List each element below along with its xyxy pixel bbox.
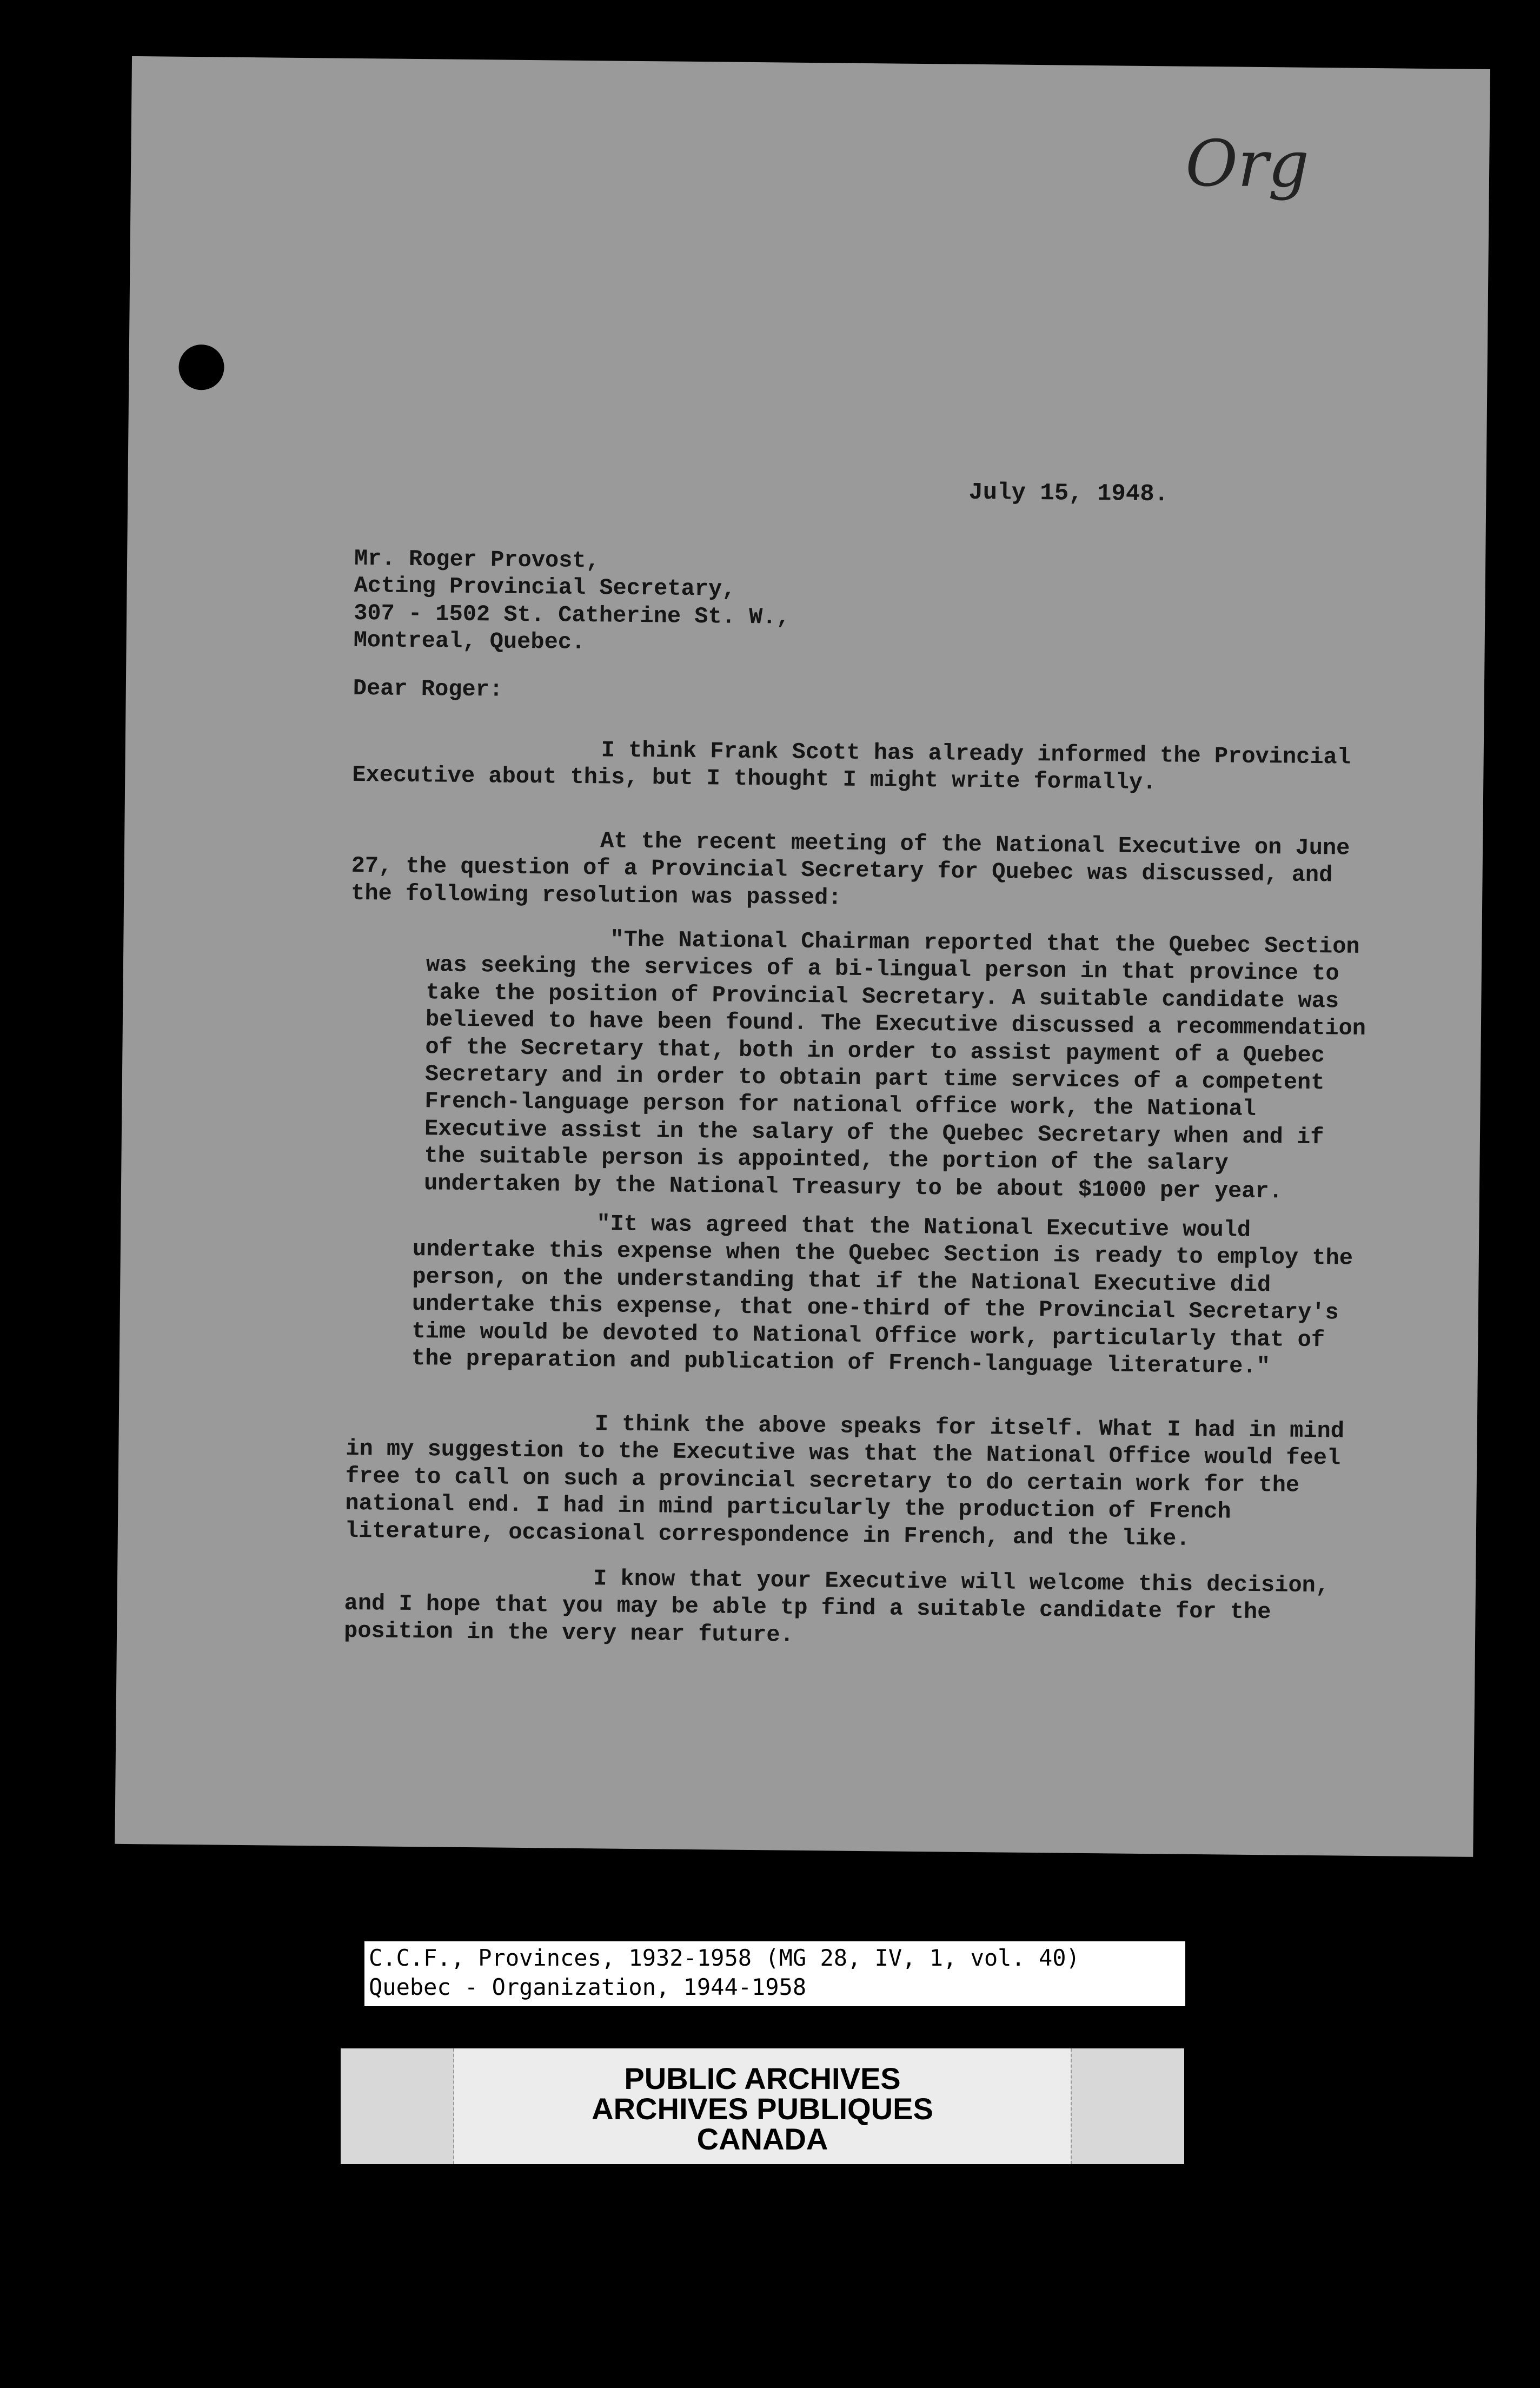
salutation: Dear Roger: [353, 675, 503, 703]
handwritten-annotation: Org [1185, 125, 1310, 202]
resolution-quote-2: "It was agreed that the National Executive would undertake this expense when the Quebec Section is ready to employ the person, on the understanding that if the National Executive did undertake this expense, that one-third of the Provincial Secretary's time would be devoted to National Office work, particularly that of the preparation and publication of French-language literature." [411, 1211, 1353, 1380]
resolution-quote-1: "The National Chairman reported that the Quebec Section was seeking the services of a bi-lingual person in that province to take the position of Provincial Secretary. A suitable candidate was believed to have been found. The Executive discussed a recommendation of the Secretary that, both in order to assist payment of a Quebec Secretary and in order to obtain part time services of a competent French-language person for national office work, the National Executive assist in the salary of the Quebec Secretary when and if the suitable person is appointed, the portion of the salary undertaken by the National Treasury to be about $1000 per year. [423, 926, 1366, 1204]
archive-reference-line-2: Quebec - Organization, 1944-1958 [369, 1974, 807, 2000]
archive-stamp [341, 2048, 1184, 2164]
stamp-line-3: CANADA [696, 2122, 828, 2156]
recipient-city: Montreal, Quebec. [353, 627, 586, 656]
archive-reference-line-1: C.C.F., Provinces, 1932-1958 (MG 28, IV, 1, vol. 40) [369, 1945, 1080, 1971]
recipient-address [353, 545, 790, 658]
paragraph-5: I think the above speaks for itself. What I had in mind in my suggestion to the Executive was that the National Office would feel free to call on such a provincial secretary to do certain work for the national end. I had in mind particularly the production of French literature, occasional correspondence in French, and the like. [344, 1411, 1345, 1552]
paragraph-1: I think Frank Scott has already informed the Provincial Executive about this, but I thought I might write formally. [352, 737, 1351, 796]
letter-body [115, 56, 1490, 1857]
paragraph-6: I know that your Executive will welcome this decision, and I hope that you may be able tp find a suitable candidate for the position in the very near future. [343, 1566, 1330, 1648]
stamp-line-1: PUBLIC ARCHIVES [624, 2061, 901, 2095]
recipient-street: 307 - 1502 St. Catherine St. W., [353, 600, 790, 631]
letter-page [115, 56, 1490, 1857]
paragraph-2: At the recent meeting of the National Executive on June 27, the question of a Provincial Secretary for Quebec was discussed, and the following resolution was passed: [350, 828, 1350, 911]
recipient-name: Mr. Roger Provost, [354, 545, 600, 574]
letter-date: July 15, 1948. [968, 479, 1169, 508]
recipient-title: Acting Provincial Secretary, [354, 573, 736, 603]
stamp-line-2: ARCHIVES PUBLIQUES [592, 2092, 933, 2126]
archive-reference-label [364, 1941, 1185, 2006]
